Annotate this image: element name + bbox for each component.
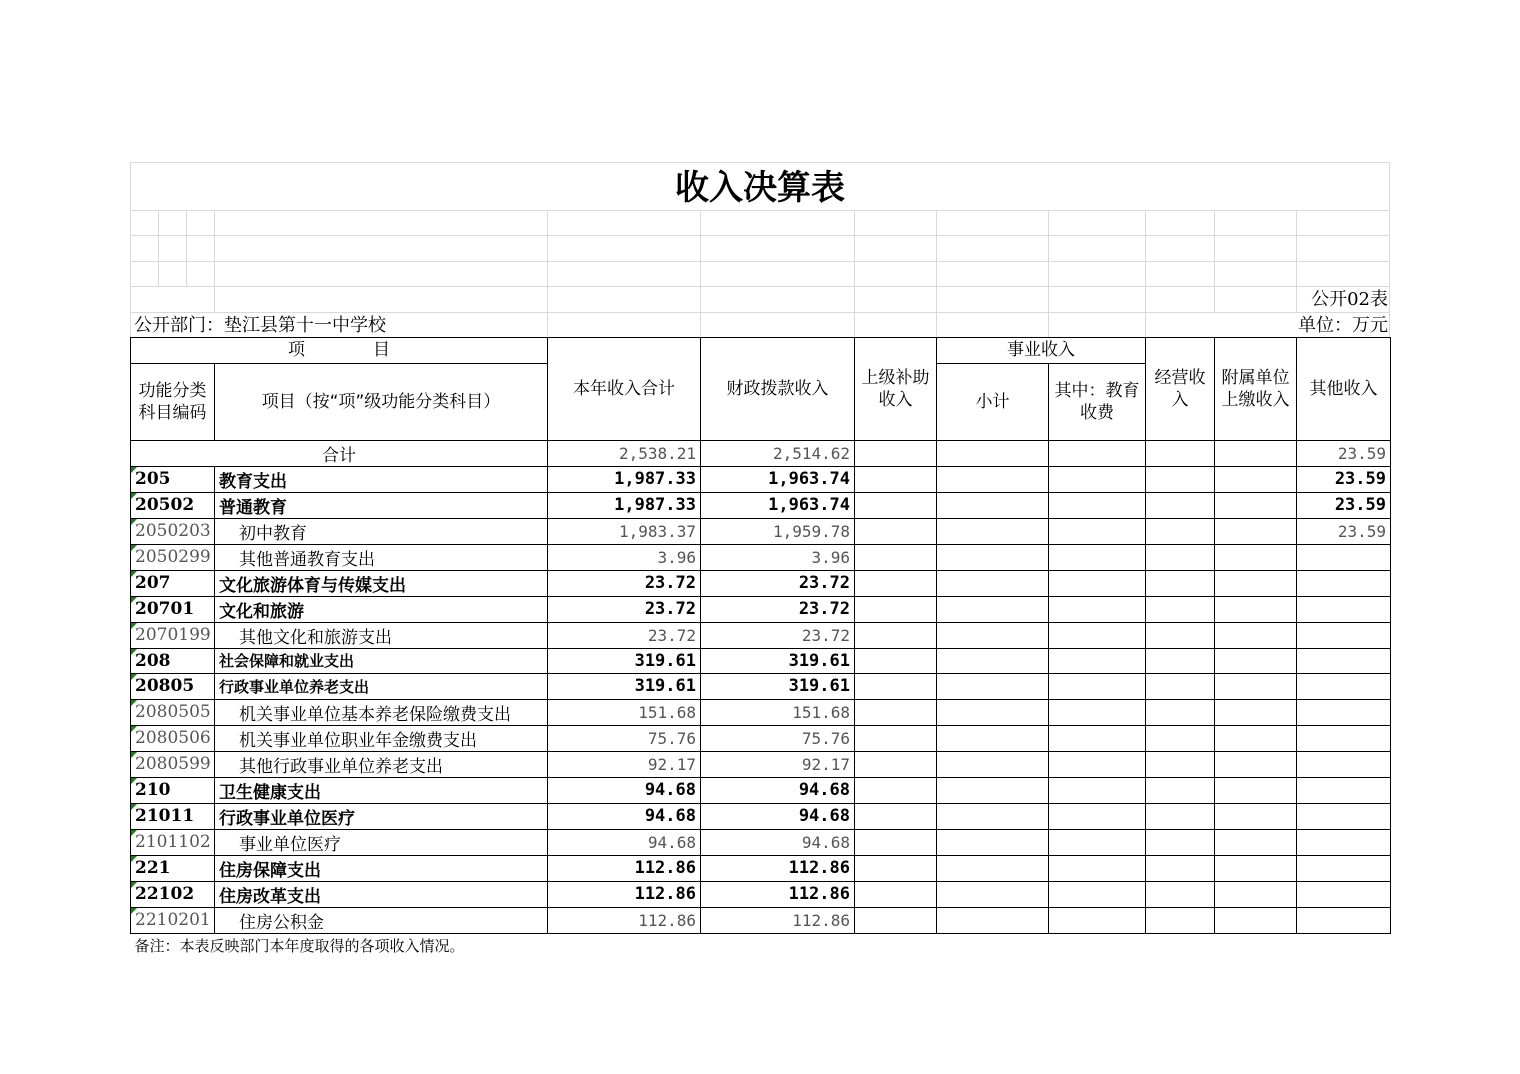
row-total: 94.68 — [548, 803, 701, 829]
empty-cell — [1146, 777, 1215, 803]
row-other — [1297, 803, 1391, 829]
row-code: 2101102 — [131, 829, 215, 855]
empty-cell — [937, 881, 1049, 907]
row-name: 住房公积金 — [215, 907, 548, 933]
row-name: 文化和旅游 — [215, 596, 548, 622]
row-code: 207 — [131, 570, 215, 596]
row-total: 3.96 — [548, 544, 701, 570]
empty-cell — [1215, 544, 1297, 570]
table-row — [131, 699, 1391, 725]
empty-cell — [937, 570, 1049, 596]
empty-cell — [855, 492, 937, 518]
empty-cell — [1215, 648, 1297, 674]
row-fiscal: 112.86 — [701, 881, 855, 907]
header-fiscal: 财政拨款收入 — [701, 338, 855, 441]
empty-cell — [1049, 674, 1146, 700]
row-code: 21011 — [131, 803, 215, 829]
empty-cell — [1215, 518, 1297, 544]
empty-cell — [1049, 829, 1146, 855]
empty-cell — [1215, 596, 1297, 622]
header-edu-fee: 其中：教育收费 — [1049, 363, 1146, 440]
empty-cell — [855, 699, 937, 725]
row-fiscal: 1,963.74 — [701, 492, 855, 518]
empty-cell — [1215, 907, 1297, 933]
row-code: 2070199 — [131, 622, 215, 648]
row-total: 1,987.33 — [548, 492, 701, 518]
header-affiliated: 附属单位上缴收入 — [1215, 338, 1297, 441]
empty-cell — [855, 570, 937, 596]
table-row — [131, 492, 1391, 518]
empty-cell — [1049, 803, 1146, 829]
empty-cell — [937, 518, 1049, 544]
row-total: 319.61 — [548, 674, 701, 700]
table-row — [131, 596, 1391, 622]
empty-cell — [937, 777, 1049, 803]
table-row — [131, 907, 1391, 933]
empty-cell — [855, 674, 937, 700]
row-code: 2080599 — [131, 751, 215, 777]
row-total: 92.17 — [548, 751, 701, 777]
row-name: 行政事业单位养老支出 — [215, 674, 548, 700]
empty-cell — [1049, 544, 1146, 570]
empty-cell — [937, 829, 1049, 855]
empty-cell — [1146, 492, 1215, 518]
total-other: 23.59 — [1297, 440, 1391, 466]
row-total: 151.68 — [548, 699, 701, 725]
empty-cell — [937, 674, 1049, 700]
row-name: 普通教育 — [215, 492, 548, 518]
empty-cell — [1049, 518, 1146, 544]
empty-cell — [855, 751, 937, 777]
row-total: 23.72 — [548, 596, 701, 622]
row-other — [1297, 751, 1391, 777]
row-fiscal: 94.68 — [701, 777, 855, 803]
row-name: 初中教育 — [215, 518, 548, 544]
empty-cell — [855, 622, 937, 648]
empty-cell — [1215, 622, 1297, 648]
row-name: 住房保障支出 — [215, 855, 548, 881]
row-fiscal: 23.72 — [701, 570, 855, 596]
empty-cell — [1215, 725, 1297, 751]
empty-cell — [1146, 518, 1215, 544]
empty-cell — [855, 725, 937, 751]
row-fiscal: 3.96 — [701, 544, 855, 570]
row-total: 1,987.33 — [548, 466, 701, 492]
row-other — [1297, 544, 1391, 570]
spreadsheet — [130, 162, 1390, 956]
empty-cell — [937, 699, 1049, 725]
table-row — [131, 725, 1391, 751]
empty-cell — [1049, 725, 1146, 751]
empty-cell — [1215, 699, 1297, 725]
empty-cell — [1215, 674, 1297, 700]
empty-cell — [1049, 596, 1146, 622]
table-row — [131, 674, 1391, 700]
row-other: 23.59 — [1297, 466, 1391, 492]
empty-cell — [937, 648, 1049, 674]
row-fiscal: 75.76 — [701, 725, 855, 751]
empty-cell — [1146, 674, 1215, 700]
empty-cell — [937, 492, 1049, 518]
row-code: 210 — [131, 777, 215, 803]
empty-cell — [1049, 570, 1146, 596]
empty-cell — [855, 907, 937, 933]
row-fiscal: 319.61 — [701, 648, 855, 674]
row-name: 住房改革支出 — [215, 881, 548, 907]
row-name: 其他文化和旅游支出 — [215, 622, 548, 648]
empty-cell — [1049, 699, 1146, 725]
empty-cell — [1146, 596, 1215, 622]
empty-cell — [1049, 907, 1146, 933]
empty-cell — [1146, 544, 1215, 570]
table-row — [131, 622, 1391, 648]
row-total: 23.72 — [548, 570, 701, 596]
table-row — [131, 466, 1391, 492]
row-fiscal: 92.17 — [701, 751, 855, 777]
income-table — [130, 337, 1391, 958]
empty-cell — [1215, 777, 1297, 803]
row-code: 2210201 — [131, 907, 215, 933]
empty-cell — [937, 544, 1049, 570]
empty-cell — [1215, 751, 1297, 777]
unit-label: 单位：万元 — [1298, 315, 1388, 336]
row-name: 行政事业单位医疗 — [215, 803, 548, 829]
empty-cell — [1146, 648, 1215, 674]
row-code: 20701 — [131, 596, 215, 622]
empty-cell — [937, 907, 1049, 933]
row-name: 其他普通教育支出 — [215, 544, 548, 570]
row-total: 75.76 — [548, 725, 701, 751]
empty-cell — [1215, 829, 1297, 855]
table-row — [131, 751, 1391, 777]
row-fiscal: 151.68 — [701, 699, 855, 725]
row-other — [1297, 596, 1391, 622]
header-code: 功能分类科目编码 — [131, 363, 215, 440]
empty-cell — [855, 466, 937, 492]
header-total: 本年收入合计 — [548, 338, 701, 441]
row-other: 23.59 — [1297, 492, 1391, 518]
row-name: 事业单位医疗 — [215, 829, 548, 855]
table-row — [131, 777, 1391, 803]
empty-cell — [855, 829, 937, 855]
total-row — [131, 440, 1391, 466]
row-code: 22102 — [131, 881, 215, 907]
empty-cell — [1215, 492, 1297, 518]
row-code: 2050299 — [131, 544, 215, 570]
empty-cell — [1146, 622, 1215, 648]
total-sum: 2,538.21 — [548, 440, 701, 466]
empty-cell — [1146, 699, 1215, 725]
report-title: 收入决算表 — [675, 168, 845, 208]
row-code: 2050203 — [131, 518, 215, 544]
row-fiscal: 319.61 — [701, 674, 855, 700]
empty-cell — [855, 518, 937, 544]
row-fiscal: 1,959.78 — [701, 518, 855, 544]
empty-cell — [1049, 622, 1146, 648]
row-code: 20805 — [131, 674, 215, 700]
title-grid — [130, 162, 1390, 337]
empty-cell — [1049, 881, 1146, 907]
row-fiscal: 112.86 — [701, 907, 855, 933]
empty-cell — [1049, 751, 1146, 777]
empty-cell — [1146, 466, 1215, 492]
empty-cell — [937, 466, 1049, 492]
empty-cell — [1215, 855, 1297, 881]
row-fiscal: 23.72 — [701, 622, 855, 648]
table-row — [131, 570, 1391, 596]
row-code: 221 — [131, 855, 215, 881]
header-superior: 上级补助收入 — [855, 338, 937, 441]
total-fiscal: 2,514.62 — [701, 440, 855, 466]
empty-cell — [1146, 803, 1215, 829]
empty-cell — [855, 803, 937, 829]
empty-cell — [855, 777, 937, 803]
empty-cell — [855, 881, 937, 907]
row-name: 文化旅游体育与传媒支出 — [215, 570, 548, 596]
empty-cell — [1146, 725, 1215, 751]
row-other — [1297, 648, 1391, 674]
row-other — [1297, 725, 1391, 751]
empty-cell — [1049, 492, 1146, 518]
header-subtotal: 小计 — [937, 363, 1049, 440]
row-total: 112.86 — [548, 907, 701, 933]
table-row — [131, 881, 1391, 907]
table-row — [131, 855, 1391, 881]
row-other: 23.59 — [1297, 518, 1391, 544]
row-fiscal: 23.72 — [701, 596, 855, 622]
header-item: 项 目 — [131, 338, 548, 364]
row-name: 教育支出 — [215, 466, 548, 492]
empty-cell — [855, 544, 937, 570]
table-row — [131, 803, 1391, 829]
row-fiscal: 1,963.74 — [701, 466, 855, 492]
empty-cell — [1146, 751, 1215, 777]
empty-cell — [855, 596, 937, 622]
empty-cell — [1049, 855, 1146, 881]
row-other — [1297, 829, 1391, 855]
empty-cell — [855, 648, 937, 674]
empty-cell — [937, 725, 1049, 751]
empty-cell — [855, 855, 937, 881]
empty-cell — [1215, 803, 1297, 829]
row-fiscal: 94.68 — [701, 829, 855, 855]
row-total: 112.86 — [548, 855, 701, 881]
row-code: 208 — [131, 648, 215, 674]
row-total: 319.61 — [548, 648, 701, 674]
empty-cell — [937, 751, 1049, 777]
empty-cell — [1049, 777, 1146, 803]
row-code: 20502 — [131, 492, 215, 518]
empty-cell — [937, 622, 1049, 648]
header-other: 其他收入 — [1297, 338, 1391, 441]
row-other — [1297, 907, 1391, 933]
table-row — [131, 518, 1391, 544]
row-other — [1297, 855, 1391, 881]
row-other — [1297, 622, 1391, 648]
table-row — [131, 648, 1391, 674]
empty-cell — [1146, 829, 1215, 855]
table-row — [131, 544, 1391, 570]
total-label: 合计 — [131, 440, 548, 466]
row-fiscal: 112.86 — [701, 855, 855, 881]
empty-cell — [1146, 570, 1215, 596]
form-number: 公开02表 — [1311, 289, 1388, 310]
empty-cell — [937, 803, 1049, 829]
empty-cell — [1049, 466, 1146, 492]
header-business: 事业收入 — [937, 338, 1146, 364]
empty-cell — [1146, 855, 1215, 881]
empty-cell — [937, 596, 1049, 622]
header-item-name: 项目（按“项”级功能分类科目） — [215, 363, 548, 440]
row-total: 112.86 — [548, 881, 701, 907]
empty-cell — [1215, 466, 1297, 492]
empty-cell — [1146, 907, 1215, 933]
row-total: 94.68 — [548, 829, 701, 855]
table-row — [131, 829, 1391, 855]
row-total: 1,983.37 — [548, 518, 701, 544]
row-name: 机关事业单位基本养老保险缴费支出 — [215, 699, 548, 725]
row-other — [1297, 570, 1391, 596]
empty-cell — [1146, 881, 1215, 907]
department-label: 公开部门：垫江县第十一中学校 — [134, 315, 386, 336]
row-total: 23.72 — [548, 622, 701, 648]
empty-cell — [1215, 570, 1297, 596]
row-name: 社会保障和就业支出 — [215, 648, 548, 674]
row-other — [1297, 777, 1391, 803]
row-other — [1297, 674, 1391, 700]
row-total: 94.68 — [548, 777, 701, 803]
row-other — [1297, 699, 1391, 725]
row-name: 其他行政事业单位养老支出 — [215, 751, 548, 777]
row-fiscal: 94.68 — [701, 803, 855, 829]
row-code: 2080506 — [131, 725, 215, 751]
row-name: 机关事业单位职业年金缴费支出 — [215, 725, 548, 751]
empty-cell — [1049, 648, 1146, 674]
table-note: 备注：本表反映部门本年度取得的各项收入情况。 — [131, 933, 1391, 958]
row-code: 2080505 — [131, 699, 215, 725]
empty-cell — [937, 855, 1049, 881]
row-name: 卫生健康支出 — [215, 777, 548, 803]
row-other — [1297, 881, 1391, 907]
header-operating: 经营收入 — [1146, 338, 1215, 441]
empty-cell — [1215, 881, 1297, 907]
row-code: 205 — [131, 466, 215, 492]
